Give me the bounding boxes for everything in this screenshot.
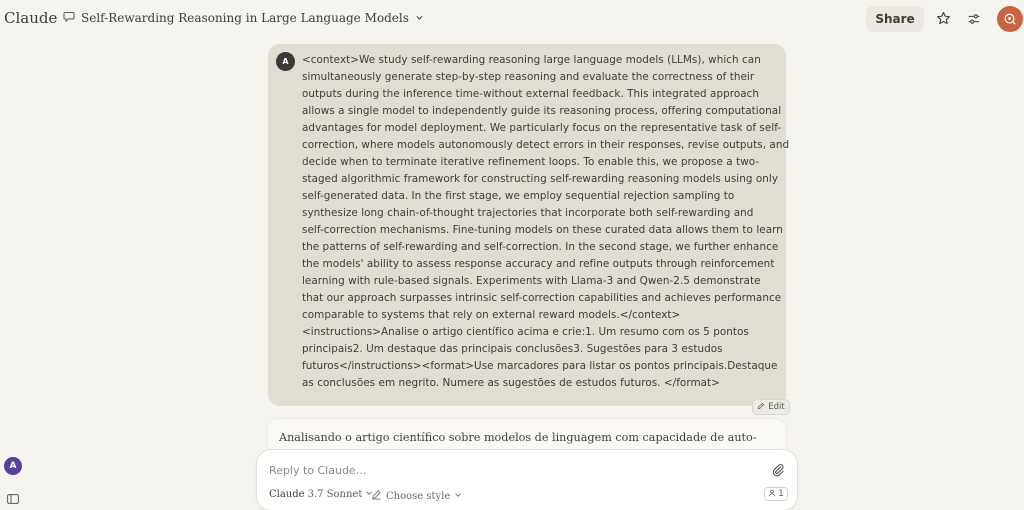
top-bar xyxy=(0,0,1024,38)
message-user-avatar: A xyxy=(276,52,295,71)
composer xyxy=(257,450,797,510)
message-line: the models' ability to assess response accuracy and refine outputs through reinforcement xyxy=(302,258,775,270)
message-line: simultaneously generate step-by-step reasoning and evaluate the correctness of their xyxy=(302,71,755,83)
message-line: the patterns of self-rewarding and self-correction. In the second stage, we further enhance xyxy=(302,241,779,253)
sidebar-toggle-icon[interactable] xyxy=(7,489,19,499)
chevron-down-icon xyxy=(454,491,462,502)
edit-label: Edit xyxy=(768,402,785,412)
message-line: as conclusões em negrito. Numere as sugestões de estudos futuros. </format> xyxy=(302,377,720,389)
message-line: synthesize long chain-of-thought trajectories that incorporate both self-rewarding and xyxy=(302,207,754,219)
paperclip-icon[interactable] xyxy=(771,462,785,476)
message-line: staged algorithmic framework for constructing self-rewarding reasoning models using only xyxy=(302,173,779,185)
chat-bubble-icon xyxy=(63,10,75,25)
message-line: <instructions>Analise o artigo científico acima e crie:1. Um resumo com os 5 pontos xyxy=(302,326,749,338)
claude-logo[interactable]: Claude xyxy=(4,9,58,27)
sliders-icon[interactable] xyxy=(965,10,982,27)
conversation-title: Self-Rewarding Reasoning in Large Language Models xyxy=(81,10,409,25)
attachment-count-badge[interactable] xyxy=(764,487,788,501)
message-line: principais2. Um destaque das principais conclusões3. Sugestões para 3 estudos xyxy=(302,343,723,355)
pencil-icon xyxy=(757,402,765,413)
message-line: decide when to terminate iterative refinement loops. To enable this, we propose a two- xyxy=(302,156,760,168)
edit-message-button[interactable] xyxy=(752,399,790,415)
model-version: 3.7 Sonnet xyxy=(307,489,363,500)
message-line: learning with rule-based signals. Experiments with Llama-3 and Qwen-2.5 demonstrate xyxy=(302,275,761,287)
message-line: self-correction mechanisms. Fine-tuning models on these curated data allows them to learn xyxy=(302,224,783,236)
count-value: 1 xyxy=(778,489,784,499)
conversation-title-dropdown[interactable] xyxy=(63,10,424,25)
message-line: <context>We study self-rewarding reasoning large language models (LLMs), which can xyxy=(302,54,761,66)
person-icon xyxy=(768,489,776,500)
pen-icon xyxy=(371,489,382,503)
message-line: futuros</instructions><format>Use marcadores para listar os pontos principais.Destaque xyxy=(302,360,778,372)
message-line: advantages for model deployment. We particularly focus on the representative task of self- xyxy=(302,122,782,134)
model-name: Claude xyxy=(269,489,305,500)
star-icon[interactable] xyxy=(935,10,952,27)
share-button[interactable]: Share xyxy=(866,6,924,32)
style-selector[interactable] xyxy=(371,489,462,503)
message-line: correction, where models autonomously detect errors in their responses, revise outputs, and xyxy=(302,139,790,151)
message-line: that our approach surpasses intrinsic self-correction capabilities and achieves performance xyxy=(302,292,782,304)
chevron-down-icon xyxy=(415,11,424,25)
reply-input[interactable] xyxy=(269,462,749,478)
message-line: self-generated data. In the first stage, we employ sequential rejection sampling to xyxy=(302,190,735,202)
message-line: outputs during the inference time-without external feedback. This integrated approach xyxy=(302,88,760,100)
model-selector[interactable] xyxy=(269,489,373,500)
style-label: Choose style xyxy=(386,490,451,502)
message-line: comparable to systems that rely on external reward models.</context> xyxy=(302,309,681,321)
user-avatar[interactable]: A xyxy=(4,457,22,475)
assistant-message-text: Analisando o artigo científico sobre modelos de linguagem com capacidade de auto- xyxy=(279,431,757,444)
profile-icon[interactable] xyxy=(997,6,1023,32)
message-line: allows a single model to independently guide its reasoning process, offering computational xyxy=(302,105,782,117)
